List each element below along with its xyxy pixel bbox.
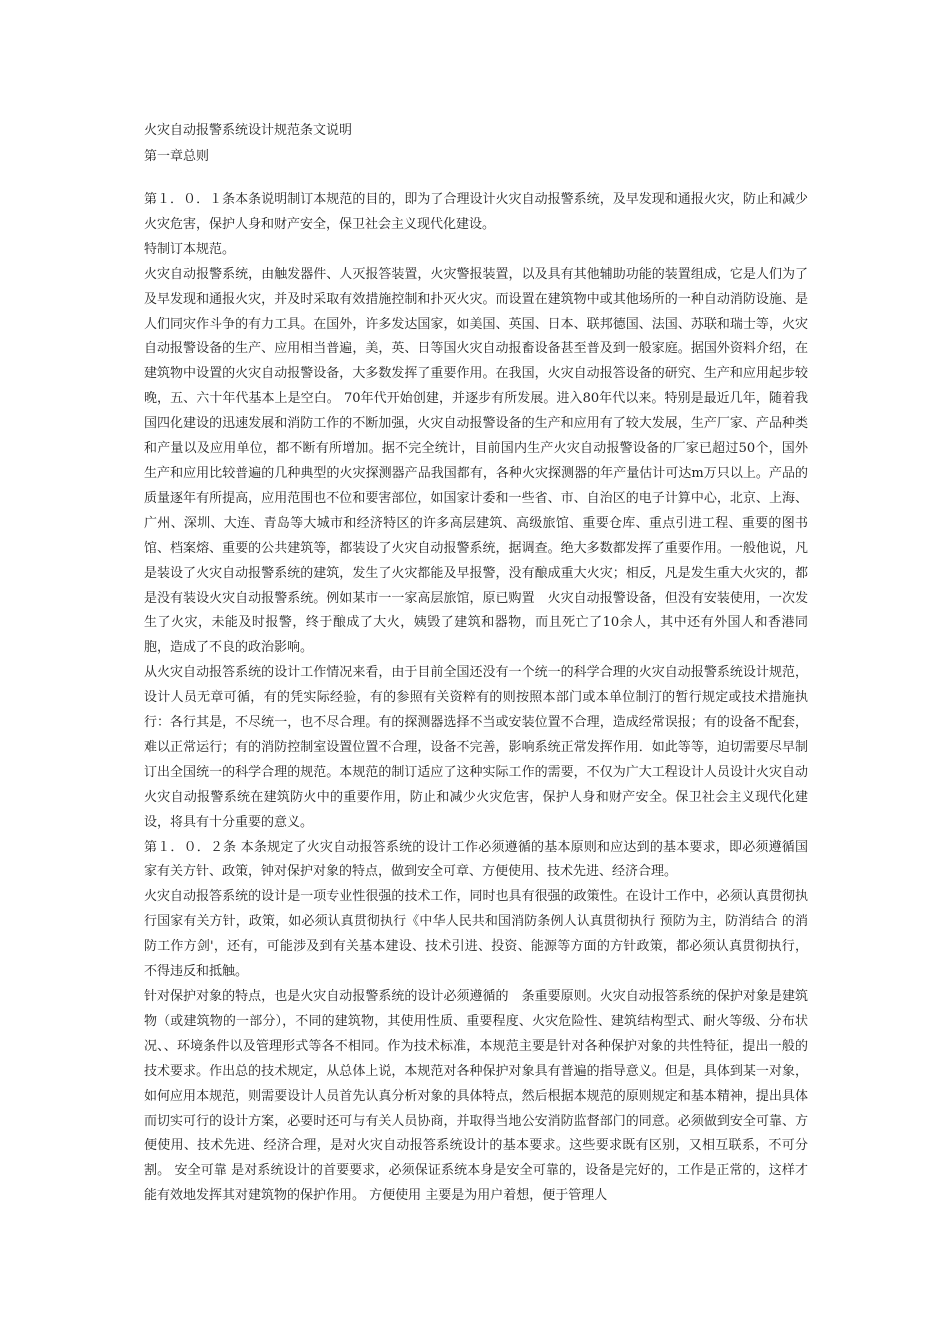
document-page	[144, 118, 808, 1209]
paragraph-protected-objects: 针对保护对象的特点，也是火灾自动报警系统的设计必须遵循的 条重要原则。火灾自动报答系统的保护对象是建筑物（或建筑物的一部分），不同的建筑物，其使用性质、重要程度、火灾危险性、建筑结构型式、耐火等级、分布状况、、环境条件以及管理形式等各不相同。作为技术标准，本规范主要是针对各种保护对象的共性特征，提出一般的技术要求。作出总的技术规定，从总体上说，本规范对各种保护对象具有普遍的指导意义。但是，具体到某一对象，如何应用本规范，则需要设计人员首先认真分析对象的具体特点，然后根据本规范的原则规定和基本精神，提出具体而切实可行的设计方案，必要时还可与有关人员协商，并取得当地公安消防监督部门的同意。必须做到安全可靠、方便使用、技术先进、经济合理，是对火灾自动报答系统设计的基本要求。这些要求既有区别，又相互联系，不可分割。 安全可靠 是对系统设计的首要要求，必须保证系统本身是安全可靠的，设备是完好的，工作是正常的，这样才能有效地发挥其对建筑物的保护作用。 方便使用 主要是为用户着想，便于管理人	[144, 989, 808, 1204]
paragraph-system-overview: 火灾自动报警系统，由触发器件、人灭报答装置，火灾警报装置，以及具有其他辅助功能的装置组成，它是人们为了及早发现和通报火灾，并及时采取有效措施控制和扑灭火灾。而设置在建筑物中或其他场所的一种自动消防设施、是人们同灾作斗争的有力工具。在国外，许多发达国家，如美国、英国、日本、联邦德国、法国、苏联和瑞士等，火灾自动报警设备的生产、应用相当普遍，美，英、日等国火灾自动报畜设备甚至普及到一般家庭。据国外资料介绍，在建筑物中设置的火灾自动报警设备，大多数发挥了重要作用。在我国，火灾自动报答设备的研究、生产和应用起步较晚，五、六十年代基本上是空白。 70年代开始创建，并逐步有所发展。进入80年代以来。特别是最近几年，随着我国四化建设的迅速发展和消防工作的不断加强，火灾自动报警设备的生产和应用有了较大发展，生产厂家、产品种类和产量以及应用单位，都不断有所增加。据不完全统计，目前国内生产火灾自动报警设备的厂家已超过50个，国外生产和应用比较普遍的几种典型的火灾探测器产品我国都有，各种火灾探测器的年产量估计可达m万只以上。产品的质量逐年有所提高，应用范围也不位和要害部位，如国家计委和一些省、市、自治区的电子计算中心，北京、上海、广州、深圳、大连、青岛等大城市和经济特区的许多高层建筑、高级旅馆、重要仓库、重点引进工程、重要的图书馆、档案熔、重要的公共建筑等，都装设了火灾自动报警系统，据调查。绝大多数都发挥了重要作用。一般他说，凡是装设了火灾自动报警系统的建筑，发生了火灾都能及早报警，没有酿成重大火灾；相反，凡是发生重大火灾的，都是没有装设火灾自动报警系统。例如某市一一家高层旅馆，原已购置 火灾自动报警设备，但没有安装使用，一次发生了火灾，未能及时报警，终于酿成了大火，姨毁了建筑和器物，而且死亡了10余人，其中还有外国人和香港同胞，造成了不良的政治影响。	[144, 266, 808, 656]
paragraph-clause-1-0-2: 第１．０．２条 本条规定了火灾自动报答系统的设计工作必须遵循的基本原则和应达到的基本要求，即必须遵循国家有关方针、政策，钟对保护对象的特点，做到安全可章、方便使用、技术先进、经济合理。	[144, 839, 808, 880]
document-title: 火灾自动报警系统设计规范条文说明	[144, 123, 353, 138]
paragraph-design-situation: 从火灾自动报答系统的设计工作情况来看，由于目前全国还没有一个统一的科学合理的火灾自动报警系统设计规范，设计人员无章可循，有的凭实际经验，有的参照有关资粹有的则按照本部门或本单位制汀的暂行规定或技术措施执行：各行其是，不尽统一，也不尽合理。有的探测器选择不当或安装位置不合理，造成经常误报；有的设备不配套，难以正常运行；有的消防控制室设置位置不合理，设备不完善，影响系统正常发挥作用．如此等等，迫切需要尽早制订出全国统一的科学合理的规范。本规范的制订适应了这种实际工作的需要，不仅为广大工程设计人员设计火灾自动火灾自动报警系统在建筑防火中的重要作用，防止和减少火灾危害，保护人身和财产安全。保卫社会主义现代化建设，将具有十分重要的意义。	[144, 665, 808, 830]
paragraph-policy: 火灾自动报答系统的设计是一项专业性很强的技术工作，同时也具有很强的政策性。在设计工作中，必须认真贯彻执行国家有关方针，政策，如必须认真贯彻执行《中华人民共和国消防条例人认真贯彻执行 预防为主，防消结合 的消防工作方剑'，还有，可能涉及到有关基本建设、技术引进、投资、能源等方面的方针政策，都必须认真贯彻执行，不得违反和抵触。	[144, 889, 808, 980]
paragraph-purpose-note: 特制订本规范。	[144, 241, 236, 257]
chapter-heading: 第一章总则	[144, 149, 210, 164]
paragraph-clause-1-0-1: 第１．０．１条本条说明制订本规范的目的，即为了合理设计火灾自动报警系统，及早发现和通报火灾，防止和减少火灾危害，保护人身和财产安全，保卫社会主义现代化建设。	[144, 192, 808, 232]
